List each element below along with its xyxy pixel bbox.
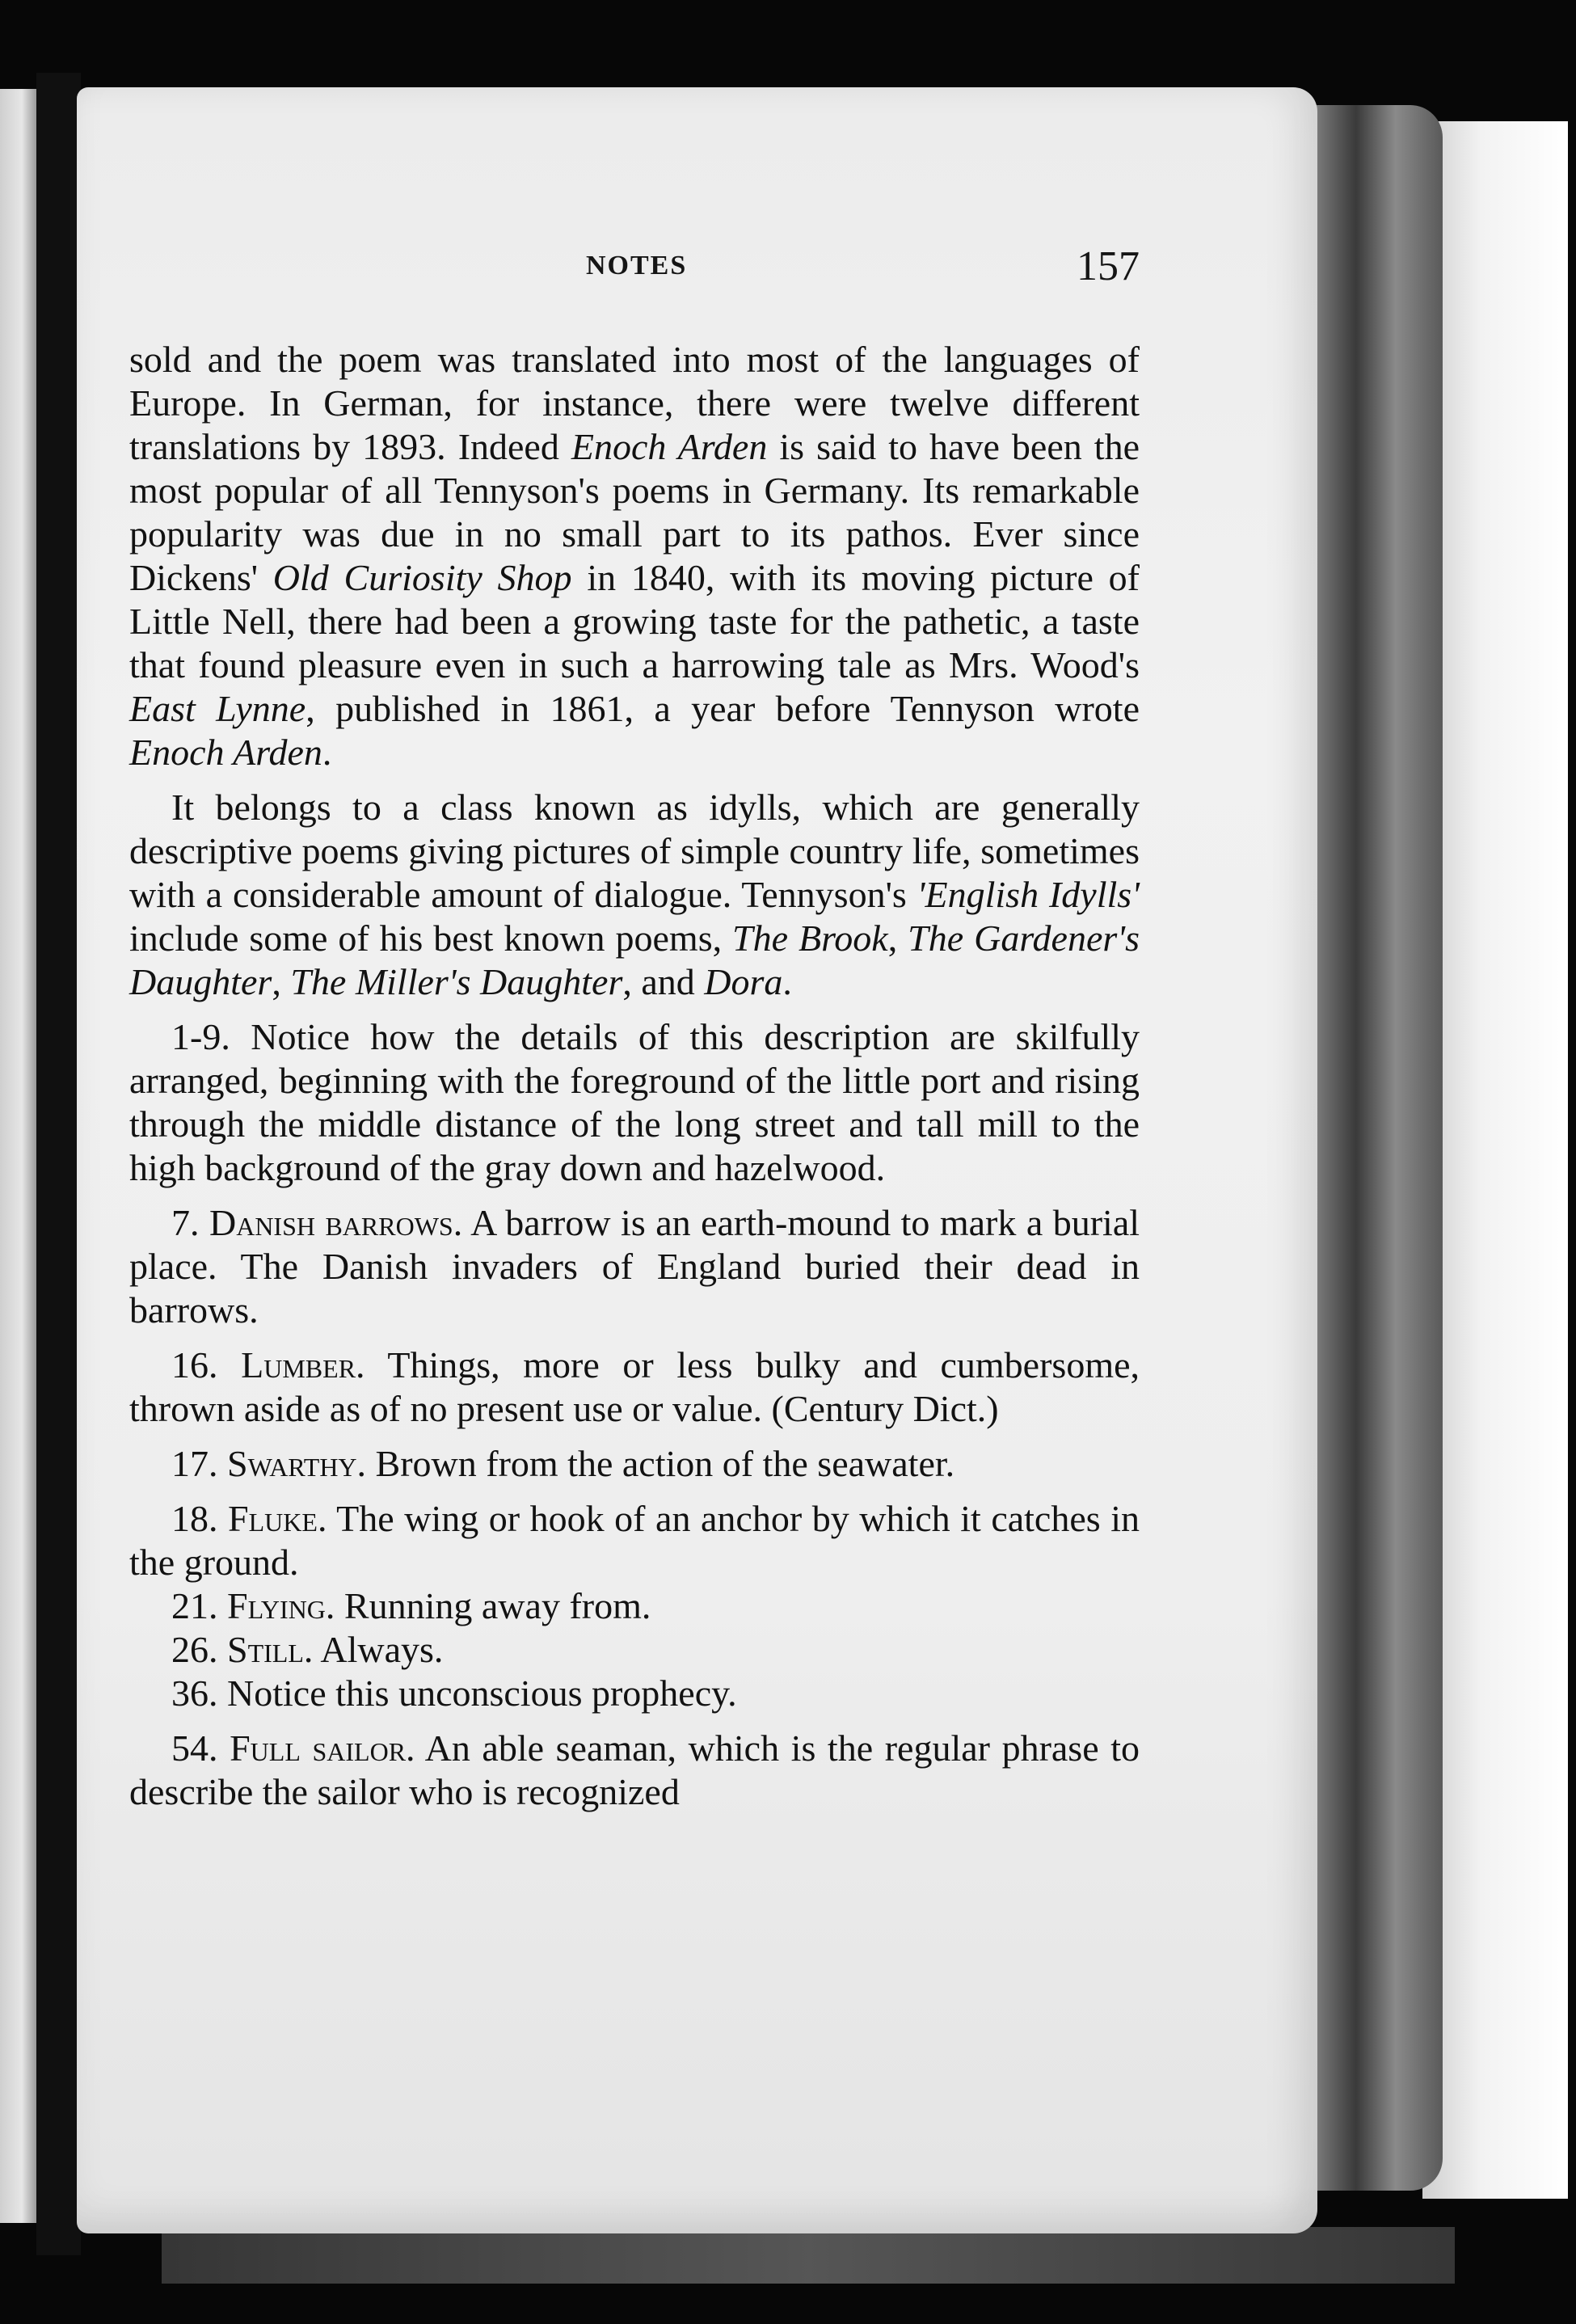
italic-title: 'English Idylls' bbox=[917, 874, 1140, 915]
paragraph-idylls bbox=[129, 786, 1140, 1004]
paragraph-text: , bbox=[272, 961, 291, 1002]
note-text: An able seaman, which is the regular phrase to describe the sailor who is recognized bbox=[129, 1727, 1140, 1812]
note-number: 26. bbox=[171, 1629, 218, 1670]
note-headword: Danish barrows. bbox=[209, 1202, 463, 1243]
note-entry bbox=[129, 1727, 1140, 1814]
note-entry bbox=[129, 1442, 1140, 1486]
note-headword: Full sailor. bbox=[230, 1727, 415, 1769]
note-entry bbox=[129, 1201, 1140, 1332]
italic-title: Enoch Arden bbox=[129, 732, 322, 773]
paragraph-text: is said to have been the most popular of all Tennyson's poems in Germany. Its remarkable popularity was due in no small part to its pathos. Ever since Dickens' bbox=[129, 426, 1140, 598]
previous-page-edge bbox=[0, 89, 36, 2223]
note-number: 54. bbox=[171, 1727, 218, 1769]
note-entry bbox=[129, 1672, 1140, 1715]
note-number: 1-9. bbox=[171, 1016, 230, 1057]
note-entry bbox=[129, 1497, 1140, 1584]
paragraph-text: , bbox=[887, 917, 908, 959]
paragraph-text: , published in 1861, a year before Tennyson wrote bbox=[306, 688, 1140, 729]
note-text: The wing or hook of an anchor by which it catches in the ground. bbox=[129, 1498, 1140, 1583]
note-number: 7. bbox=[171, 1202, 200, 1243]
paragraph-text: , and bbox=[622, 961, 705, 1002]
note-headword: Flying. bbox=[227, 1585, 335, 1626]
page-body bbox=[129, 338, 1140, 1825]
note-entry bbox=[129, 1584, 1140, 1628]
note-headword: Swarthy. bbox=[227, 1443, 367, 1484]
paragraph-text: It belongs to a class known as idylls, which are generally descriptive poems giving pictures of simple country life, sometimes with a considerable amount of dialogue. Tennyson's bbox=[129, 787, 1140, 915]
paragraph-text: include some of his best known poems, bbox=[129, 917, 733, 959]
note-text: Notice how the details of this description are skilfully arranged, beginning with the foreground of the little port and rising through the middle distance of the long street and tall mill to the high background of the gray down and hazelwood. bbox=[129, 1016, 1140, 1188]
note-headword: Fluke. bbox=[228, 1498, 327, 1539]
note-number: 36. bbox=[171, 1672, 218, 1714]
paragraph-continued bbox=[129, 338, 1140, 774]
note-entry bbox=[129, 1015, 1140, 1190]
italic-title: The Brook bbox=[732, 917, 888, 959]
italic-title: Dora bbox=[704, 961, 783, 1002]
italic-title: East Lynne bbox=[129, 688, 306, 729]
note-entry bbox=[129, 1343, 1140, 1431]
paragraph-text: . bbox=[782, 961, 792, 1002]
note-number: 21. bbox=[171, 1585, 218, 1626]
header-title: NOTES bbox=[586, 251, 688, 280]
note-number: 17. bbox=[171, 1443, 218, 1484]
underlying-page-edge bbox=[1422, 121, 1568, 2199]
paragraph-text: sold and the poem was translated into most of the languages of Europe. In German, for instance, there were twelve different translations by 1893. Indeed bbox=[129, 339, 1140, 467]
note-headword: Still. bbox=[227, 1629, 314, 1670]
italic-title: Enoch Arden bbox=[571, 426, 768, 467]
note-text: Notice this unconscious prophecy. bbox=[227, 1672, 737, 1714]
note-text: Running away from. bbox=[343, 1585, 651, 1626]
paragraph-text: . bbox=[322, 732, 332, 773]
note-text: Brown from the action of the seawater. bbox=[375, 1443, 955, 1484]
bottom-page-edge bbox=[162, 2227, 1455, 2284]
note-number: 16. bbox=[171, 1344, 218, 1386]
italic-title: The Miller's Daughter bbox=[290, 961, 623, 1002]
paragraph-text: in 1840, with its moving picture of Little Nell, there had been a growing taste for the pathetic, a taste that found pleasure even in such a harrowing tale as Mrs. Wood's bbox=[129, 557, 1140, 685]
note-entry bbox=[129, 1628, 1140, 1672]
note-headword: Lumber. bbox=[241, 1344, 365, 1386]
italic-title: Old Curiosity Shop bbox=[272, 557, 572, 598]
italic-title: The Gardener's Daughter bbox=[129, 917, 1140, 1002]
running-header bbox=[129, 243, 1140, 291]
note-text: Things, more or less bulky and cumbersome, thrown aside as of no present use or value. (Century Dict.) bbox=[129, 1344, 1140, 1429]
note-text: Always. bbox=[320, 1629, 444, 1670]
page-number: 157 bbox=[1077, 243, 1140, 289]
note-text: A barrow is an earth-mound to mark a burial place. The Danish invaders of England buried their dead in barrows. bbox=[129, 1202, 1140, 1331]
note-number: 18. bbox=[171, 1498, 218, 1539]
book-gutter bbox=[36, 73, 81, 2255]
